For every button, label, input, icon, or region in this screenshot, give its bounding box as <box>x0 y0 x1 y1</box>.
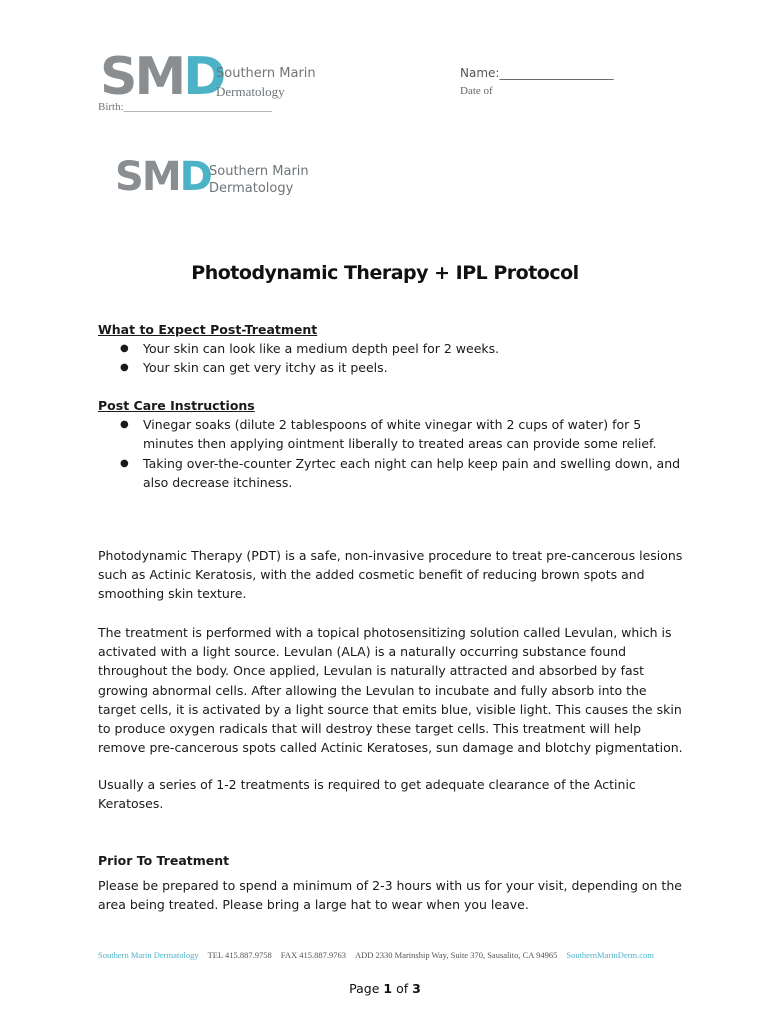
logo-line-1: Southern Marin <box>209 164 309 179</box>
footer-company: Southern Marin Dermatology <box>98 950 199 960</box>
document-logo <box>115 155 325 199</box>
prior-section <box>98 851 688 915</box>
paragraph-treatment: The treatment is performed with a topical photosensitizing solution called Levulan, which is activated with a light source. Levulan (ALA) is a naturally occurring substance found throughout the body. Once applied, Levulan is naturally attracted and absorbed by fast growing abnormal cells. After allowing the Levulan to incubate and fully absorb into the target cells, it is activated by a light source that emits blue, visible light. This causes the skin to produce oxygen radicals that will destroy these target cells. This treatment will help remove pre-cancerous spots called Actinic Keratoses, sun damage and blotchy pigmentation. <box>98 625 683 756</box>
prior-text: Please be prepared to spend a minimum of 2-3 hours with us for your visit, depending on the area being treated. Please bring a large hat to wear when you leave. <box>98 878 682 913</box>
document-title: Photodynamic Therapy + IPL Protocol <box>191 262 579 284</box>
paragraph-pdt-intro: Photodynamic Therapy (PDT) is a safe, non-invasive procedure to treat pre-cancerous lesions such as Actinic Keratosis, with the added cosmetic benefit of reducing brown spots and smoothing skin texture. <box>98 548 683 602</box>
list-item: ● Your skin can get very itchy as it peels. <box>98 358 688 377</box>
prior-heading: Prior To Treatment <box>98 853 230 868</box>
footer-tel: TEL 415.887.9758 <box>207 950 272 960</box>
logo-line-1: Southern Marin <box>216 66 316 81</box>
list-item: ● Your skin can look like a medium depth peel for 2 weeks. <box>98 339 688 358</box>
footer-website-link[interactable]: SouthernMarinDerm.com <box>566 950 654 960</box>
date-of-birth-label: Date of <box>460 85 493 97</box>
logo-mark: SMD <box>115 154 211 200</box>
post-care-section <box>98 396 688 492</box>
list-item: ● Vinegar soaks (dilute 2 tablespoons of white vinegar with 2 cups of water) for 5 minutes then applying ointment liberally to treated areas can provide some relief. <box>98 415 688 453</box>
name-field[interactable]: Name:___________________ <box>460 66 614 80</box>
footer <box>98 950 688 960</box>
list-item: ● Taking over-the-counter Zyrtec each night can help keep pain and swelling down, and also decrease itchiness. <box>98 454 688 492</box>
logo-line-2: Dermatology <box>209 181 294 196</box>
footer-fax: FAX 415.887.9763 <box>280 950 346 960</box>
post-care-list <box>98 415 688 492</box>
birth-field[interactable]: Birth:___________________________ <box>98 101 273 113</box>
post-care-heading: Post Care Instructions <box>98 398 255 413</box>
footer-address: ADD 2330 Marinship Way, Suite 370, Sausalito, CA 94965 <box>354 950 558 960</box>
expect-list <box>98 339 688 377</box>
logo-line-2: Dermatology <box>216 84 285 99</box>
logo-mark: SMD <box>100 47 224 107</box>
expect-section <box>98 320 688 378</box>
header-logo <box>100 47 330 107</box>
page-number: Page 1 of 3 <box>349 981 421 996</box>
expect-heading: What to Expect Post-Treatment <box>98 322 318 337</box>
paragraph-series: Usually a series of 1-2 treatments is required to get adequate clearance of the Actinic Keratoses. <box>98 777 636 812</box>
